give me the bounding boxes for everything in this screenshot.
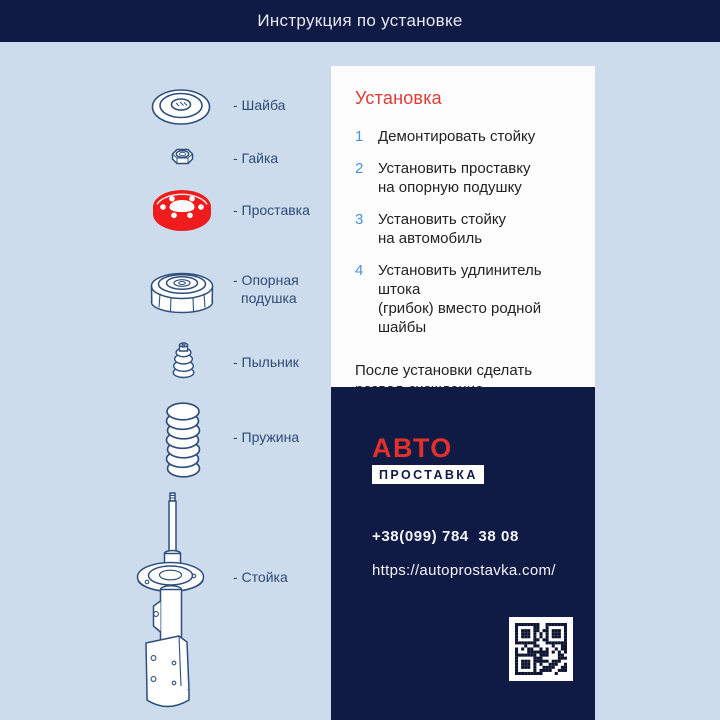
part-label-strut: - Стойка [233, 569, 288, 585]
header-bar [0, 0, 720, 42]
step-3 [355, 210, 575, 248]
contact-card [331, 387, 595, 720]
instructions-title: Установка [355, 88, 442, 108]
logo-prostavka: ПРОСТАВКА [372, 465, 484, 484]
website-url: https://autoprostavka.com/ [372, 562, 556, 579]
qr-code [509, 617, 573, 681]
spring-icon [164, 399, 202, 479]
strut-icon [116, 491, 228, 713]
step-4-number: 4 [355, 262, 364, 279]
step-4 [355, 261, 575, 337]
step-1 [355, 127, 575, 146]
step-3-number: 3 [355, 211, 364, 228]
alignment-note: После установки сделать [355, 362, 533, 379]
washer-icon [150, 86, 212, 128]
part-label-spacer: - Проставка [233, 202, 310, 218]
part-label-spring: - Пружина [233, 429, 300, 445]
part-label-boot: - Пыльник [233, 354, 299, 370]
dust-boot-icon [171, 341, 196, 379]
part-label-nut: - Гайка [233, 150, 279, 166]
step-3-text: Установить стойку на автомобиль [378, 211, 507, 247]
nut-icon [169, 146, 196, 167]
instructions-card [331, 66, 595, 387]
step-1-number: 1 [355, 128, 364, 145]
spacer-icon [151, 186, 213, 234]
phone-number: +38(099) 784 38 08 [372, 528, 519, 545]
part-label-mount: - Опорная подушка [233, 272, 299, 306]
page-title: Инструкция по установке [257, 11, 463, 30]
step-4-text: Установить удлинитель штока (грибок) вместо родной шайбы [378, 262, 542, 336]
step-2-text: Установить проставку на опорную подушку [378, 160, 531, 196]
logo-avto: АВТО [372, 433, 453, 463]
support-mount-icon [148, 260, 216, 315]
logo [372, 435, 595, 484]
step-2 [355, 159, 575, 197]
part-label-washer: - Шайба [233, 97, 286, 113]
step-1-text: Демонтировать стойку [378, 128, 536, 145]
step-2-number: 2 [355, 160, 364, 177]
